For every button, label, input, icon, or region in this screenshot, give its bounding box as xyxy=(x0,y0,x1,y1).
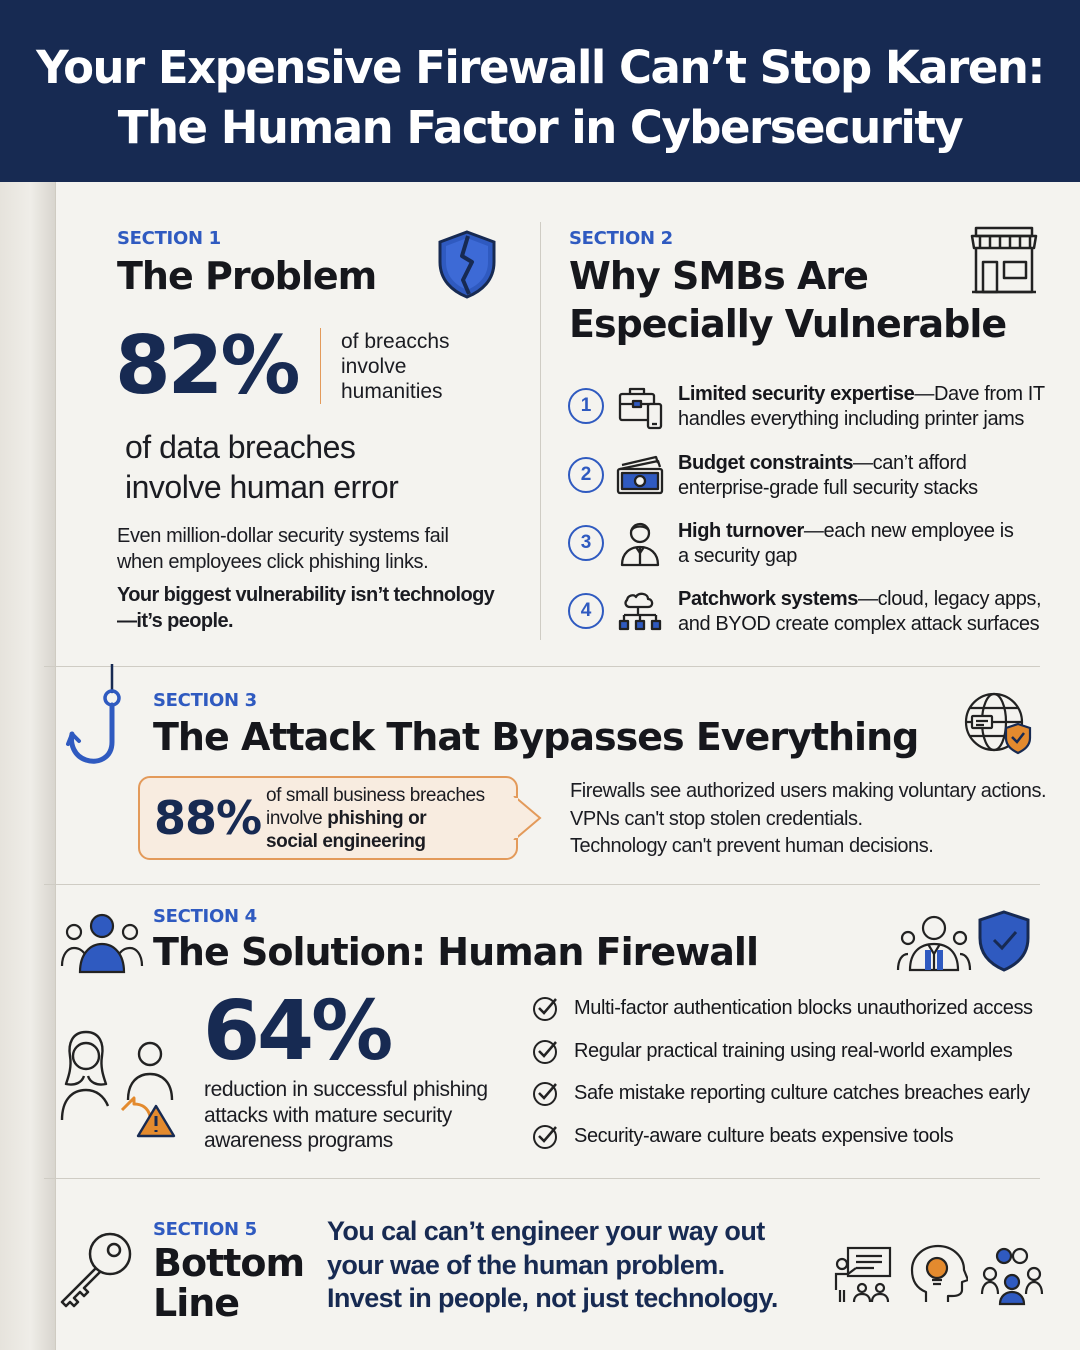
section3-label: SECTION 3 xyxy=(153,690,257,711)
section1-stat: 82% xyxy=(115,319,298,412)
section1-title: The Problem xyxy=(117,254,377,298)
stat-text-line-2-bold: phishing or xyxy=(327,808,427,829)
section-divider-2 xyxy=(44,884,1040,885)
check-circle-icon xyxy=(532,1079,560,1107)
item-1-rest-2: handles everything including printer jams xyxy=(678,408,1025,430)
section5-title-line-2: Line xyxy=(153,1281,240,1325)
section1-emph-line-2: —it’s people. xyxy=(117,610,233,632)
section-divider-3 xyxy=(44,1178,1040,1179)
section3-stat: 88% xyxy=(154,791,262,845)
section1-body-line-2: when employees click phishing links. xyxy=(117,551,429,573)
training-board-icon xyxy=(834,1244,894,1306)
section2-label: SECTION 2 xyxy=(569,228,673,249)
vulnerability-text-2 xyxy=(678,451,1058,501)
stat-caption-line-2: involve human error xyxy=(125,469,399,505)
section2-title xyxy=(569,252,1006,348)
section5-quote-line-3: Invest in people, not just technology. xyxy=(327,1283,778,1313)
stat-caption-line-1: of data breaches xyxy=(125,429,356,465)
stat-divider xyxy=(320,328,321,404)
stat-text-line-2-plain: involve xyxy=(266,808,328,829)
stat-text-line-3-bold: social engineering xyxy=(266,831,426,852)
item-1-rest-1: —Dave from IT xyxy=(914,383,1045,405)
community-icon xyxy=(980,1244,1044,1306)
book-page-edge xyxy=(0,182,56,1350)
header-banner xyxy=(0,0,1080,195)
section5-quote xyxy=(327,1215,778,1316)
solution-check-text-4: Security-aware culture beats expensive tools xyxy=(574,1124,954,1147)
item-number-badge: 2 xyxy=(568,457,604,493)
cloud-network-icon xyxy=(616,587,666,637)
item-number-badge: 3 xyxy=(568,525,604,561)
section1-emphasis xyxy=(117,582,494,634)
stat-side-line-3: humanities xyxy=(341,380,443,403)
item-number-badge: 1 xyxy=(568,388,604,424)
item-2-rest-1: —can’t afford xyxy=(853,452,967,474)
section3-body xyxy=(570,778,1046,861)
section-divider-1 xyxy=(44,666,1040,667)
section5-quote-line-1: You cal can’t engineer your way out xyxy=(327,1216,765,1246)
section1-stat-caption xyxy=(125,427,398,507)
vulnerability-text-4 xyxy=(678,587,1058,637)
item-2-bold: Budget constraints xyxy=(678,452,854,474)
solution-check-3 xyxy=(532,1077,1030,1109)
section5-title xyxy=(153,1243,304,1323)
page-title-line-1: Your Expensive Firewall Can’t Stop Karen: xyxy=(36,40,1044,94)
solution-check-text-2: Regular practical training using real-world examples xyxy=(574,1039,1013,1062)
section3-body-line-3: Technology can't prevent human decisions. xyxy=(570,835,934,857)
section3-stat-text xyxy=(266,784,485,853)
callout-pointer xyxy=(512,796,544,840)
vulnerability-item-4 xyxy=(568,587,1048,643)
solution-check-2 xyxy=(532,1035,1012,1067)
lightbulb-head-icon xyxy=(908,1244,968,1306)
vulnerability-item-2 xyxy=(568,451,1048,507)
item-3-rest-1: —each new employee is xyxy=(803,520,1014,542)
section4-stat-caption xyxy=(204,1077,488,1154)
toolbox-phone-icon xyxy=(616,382,666,432)
item-3-bold: High turnover xyxy=(678,520,804,542)
stat-side-line-1: of breacchs xyxy=(341,330,450,353)
broken-shield-icon xyxy=(432,228,502,300)
section4-caption-line-1: reduction in successful phishing xyxy=(204,1078,488,1101)
section5-title-line-1: Bottom xyxy=(153,1241,305,1285)
section3-body-line-1: Firewalls see authorized users making voluntary actions. xyxy=(570,780,1047,802)
section1-stat-side xyxy=(341,329,450,404)
vulnerability-text-1 xyxy=(678,382,1058,432)
item-4-rest-1: —cloud, legacy apps, xyxy=(857,588,1042,610)
vulnerability-item-1 xyxy=(568,382,1048,438)
stat-side-line-2: involve xyxy=(341,355,407,378)
page-title-line-2: The Human Factor in Cybersecurity xyxy=(117,100,963,154)
section5-label: SECTION 5 xyxy=(153,1219,257,1240)
section4-title: The Solution: Human Firewall xyxy=(153,930,758,974)
solution-check-1 xyxy=(532,992,1033,1024)
vulnerability-text-3 xyxy=(678,519,1058,569)
section2-title-line-2: Especially Vulnerable xyxy=(569,302,1007,346)
people-warning-icon xyxy=(58,1024,182,1142)
item-2-rest-2: enterprise-grade full security stacks xyxy=(678,477,978,499)
key-icon xyxy=(56,1228,136,1310)
check-circle-icon xyxy=(532,1037,560,1065)
section2-title-line-1: Why SMBs Are xyxy=(569,254,868,298)
check-circle-icon xyxy=(532,1122,560,1150)
section-column-divider xyxy=(540,222,541,640)
section4-caption-line-2: attacks with mature security xyxy=(204,1103,452,1127)
section1-body-line-1: Even million-dollar security systems fail xyxy=(117,525,449,547)
section3-body-line-2: VPNs can't stop stolen credentials. xyxy=(570,807,863,830)
team-shield-icon xyxy=(896,908,1032,974)
section5-quote-line-2: your wae of the human problem. xyxy=(327,1249,725,1280)
item-3-rest-2: a security gap xyxy=(678,545,797,567)
solution-check-4 xyxy=(532,1120,953,1152)
employee-icon xyxy=(616,519,666,569)
team-icon xyxy=(60,910,144,976)
item-number-badge: 4 xyxy=(568,593,604,629)
item-1-bold: Limited security expertise xyxy=(678,383,915,405)
solution-check-text-1: Multi-factor authentication blocks unauthorized access xyxy=(574,996,1033,1019)
storefront-icon xyxy=(968,224,1040,296)
section1-label: SECTION 1 xyxy=(117,228,221,249)
vulnerability-item-3 xyxy=(568,519,1048,575)
cash-icon xyxy=(616,451,666,501)
section4-stat: 64% xyxy=(203,984,391,1079)
section1-emph-line-1: Your biggest vulnerability isn’t technology xyxy=(117,584,495,606)
section4-caption-line-3: awareness programs xyxy=(204,1129,393,1152)
globe-shield-icon xyxy=(962,690,1034,760)
section3-title: The Attack That Bypasses Everything xyxy=(153,715,919,759)
stat-text-line-1: of small business breaches xyxy=(266,785,485,806)
section4-label: SECTION 4 xyxy=(153,906,257,927)
solution-check-text-3: Safe mistake reporting culture catches breaches early xyxy=(574,1081,1030,1104)
item-4-rest-2: and BYOD create complex attack surfaces xyxy=(678,613,1040,635)
check-circle-icon xyxy=(532,994,560,1022)
item-4-bold: Patchwork systems xyxy=(678,588,858,610)
section1-body xyxy=(117,523,448,575)
fishing-hook-icon xyxy=(64,664,128,770)
